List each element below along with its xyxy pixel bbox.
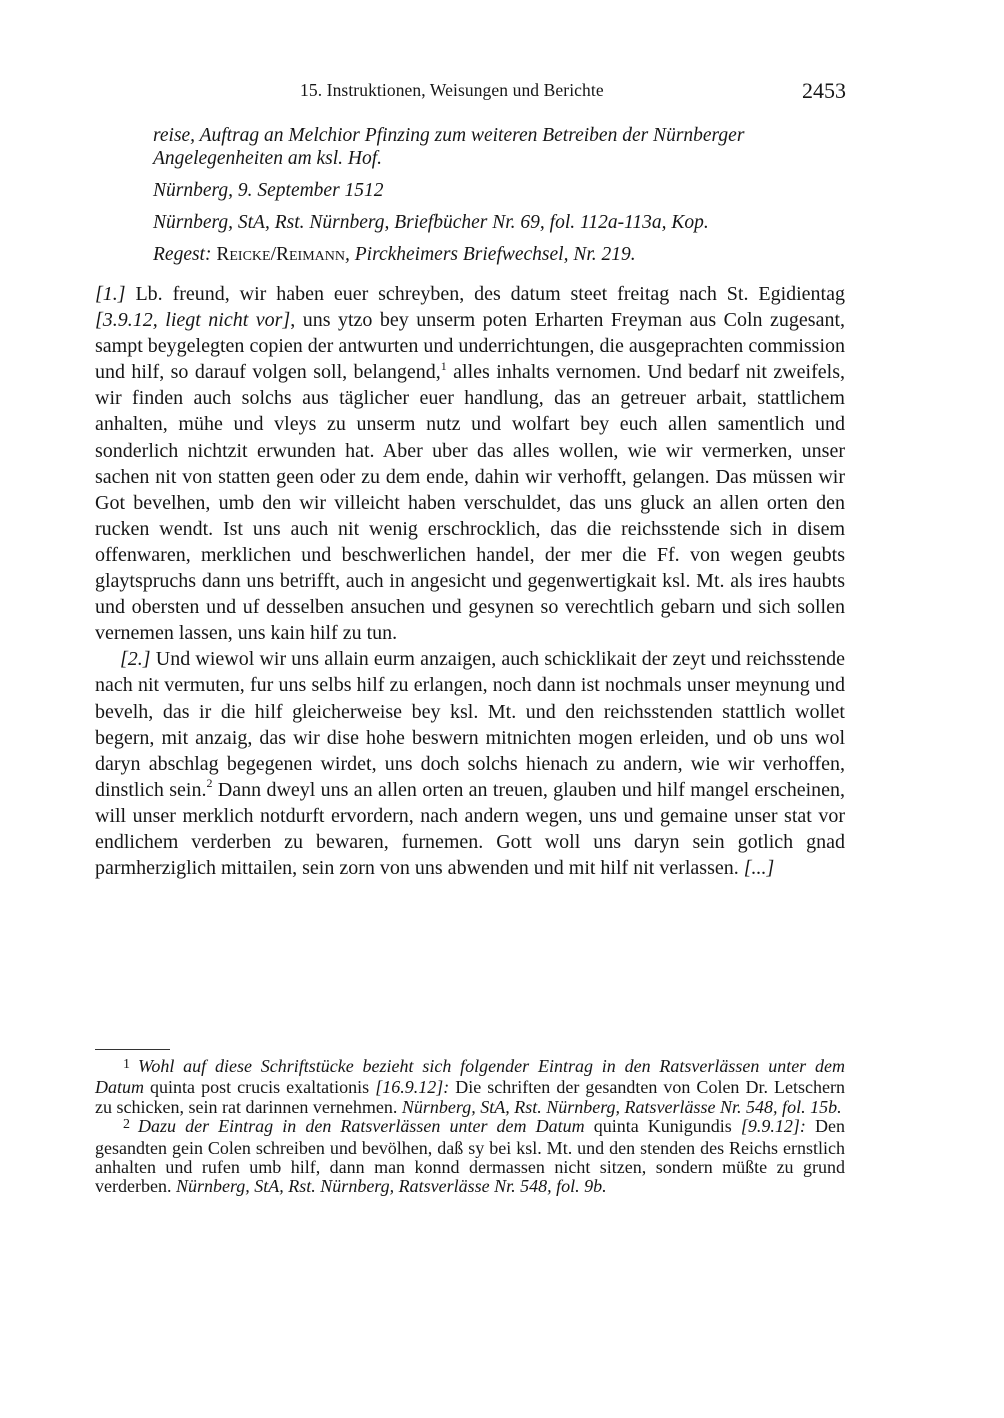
footnotes bbox=[95, 1057, 845, 1197]
footnote-text: Wohl auf diese Schriftstücke bezieht sich folgender Eintrag in den Ratsverlässen unter dem Datum bbox=[95, 1056, 845, 1098]
regest-authors: Reicke/Reimann bbox=[216, 244, 345, 265]
footnote-source: Nürnberg, StA, Rst. Nürnberg, Ratsverlässe Nr. 548, fol. 15b. bbox=[401, 1096, 842, 1117]
place-date: Nürnberg, 9. September 1512 bbox=[153, 180, 384, 201]
footnote-number: 2 bbox=[123, 1117, 130, 1133]
footnote-divider bbox=[95, 1049, 170, 1050]
footnote-text: Die schriften der gesandten von Colen Dr. Letschern zu schicken, sein rat darinnen vernehmen. bbox=[95, 1077, 845, 1117]
paragraph-marker: [1.] bbox=[95, 283, 126, 305]
source-reference: Nürnberg, StA, Rst. Nürnberg, Briefbücher Nr. 69, fol. 112a-113a, Kop. bbox=[153, 212, 709, 233]
footnote-reference-2[interactable]: 2 bbox=[206, 776, 213, 791]
footnote-number: 1 bbox=[123, 1057, 130, 1072]
running-head: 15. Instruktionen, Weisungen und Berichte bbox=[300, 80, 604, 100]
paragraph-text: , uns ytzo bey unserm poten Erharten Freyman aus Coln zugesant, sampt beygelegten copien der antwurten und underrichtungen, die ausgeprachten commission und hilf, so darauf volgen soll, belangend, bbox=[95, 309, 845, 384]
footnote-text: Den gesandten gein Colen schreiben und bevölhen, daß sy bei ksl. Mt. und den stenden des Reichs ernstlich anhalten und rufen umb hilf, dann man konnd dermassen nicht sitzen, sondern müßte zu grund verderben. bbox=[95, 1116, 845, 1197]
footnote-1 bbox=[95, 1057, 845, 1117]
regest-line bbox=[153, 243, 845, 266]
footnote-reference-1[interactable]: 1 bbox=[440, 358, 447, 373]
paragraph-text: Und wiewol wir uns allain eurm anzaigen, auch schicklikait der zeyt und reichsstende nach nit vermuten, fur uns selbs hilf zu erlangen, noch dann ist nochmals unser meynung und bevelh, das ir die hilf gleicherweise bey ksl. Mt. und den reichsstenden stattlich wollet begern, mit anzaig, das wir dise hohe beswern mitnichten mogen erleiden, und ob uns wol daryn abschlag begegenen wirdet, uns doch solchs hienach zu andern, wie wir verhoffen, dinstlich sein. bbox=[95, 648, 845, 801]
footnote-text: Dazu der Eintrag in den Ratsverlässen unter dem Datum bbox=[138, 1116, 585, 1137]
editorial-note: [3.9.12, liegt nicht vor] bbox=[95, 309, 291, 332]
paragraph-text: alles inhalts vernomen. Und bedarf nit zweifels, wir finden auch solchs aus täglicher euer handlung, das an getreuer arbait, stattlichem anhalten, mühe und vleys zu unserm nutz und wolfart bey euch allen samentlich und sonderlich nichtzit erwunden hat. Aber uber das alles wollen, wie wir vermerken, unser sachen nit von statten geen oder zu dem ende, dahin wir verhofft, gelangen. Das müssen wir Got bevelhen, umb den wir villeicht haben verschuldet, das uns gluck an allen orten den rucken wendt. Ist uns auch nit wenig erschrocklich, das die reichsstende sich in disem offenwaren, merklichen und beschwerlichen handel, der mer die Ff. von wegen geubts glaytspruchs dann uns betrifft, auch in angesicht und gegenwertigkait ksl. Mt. als ires haubts und obersten und uf desselben ansuchen und gesynen so verechtlich gebarn und sich sollen vernemen lassen, uns kain hilf zu tun. bbox=[95, 361, 845, 645]
document-head bbox=[153, 124, 845, 266]
footnote-date: [16.9.12]: bbox=[375, 1077, 450, 1098]
footnote-source: Nürnberg, StA, Rst. Nürnberg, Ratsverlässe Nr. 548, fol. 9b. bbox=[175, 1176, 607, 1197]
document-summary: reise, Auftrag an Melchior Pfinzing zum weiteren Betreiben der Nürnberger Angelegenheiten am ksl. Hof. bbox=[153, 125, 745, 169]
omission-marker: [...] bbox=[743, 857, 775, 880]
paragraph-1 bbox=[95, 281, 845, 646]
paragraph-2 bbox=[95, 646, 845, 881]
page-number: 2453 bbox=[802, 78, 846, 103]
paragraph-marker: [2.] bbox=[120, 648, 151, 671]
footnote-date: [9.9.12]: bbox=[740, 1116, 806, 1137]
main-text bbox=[95, 281, 845, 881]
paragraph-text: Lb. freund, wir haben euer schreyben, des datum steet freitag nach St. Egidientag bbox=[125, 283, 845, 305]
footnote-text: quinta Kunigundis bbox=[584, 1116, 741, 1137]
paragraph-text: Dann dweyl uns an allen orten an treuen, glauben und hilf mangel erscheinen, will unser merklich notdurft ervordern, nach andern wegen, uns und gemaine unser stat vor endlichem verderben zu bewaren, furnemen. Gott woll uns daryn sein gotlich gnad parmherziglich mittailen, sein zorn von uns abwenden und mit hilf nit verlassen. bbox=[95, 778, 846, 880]
footnote-2 bbox=[95, 1117, 845, 1197]
regest-label: Regest: bbox=[153, 244, 212, 265]
footnote-text: quinta post crucis exaltationis bbox=[144, 1077, 376, 1098]
regest-work: , Pirckheimers Briefwechsel, Nr. 219. bbox=[345, 244, 636, 265]
